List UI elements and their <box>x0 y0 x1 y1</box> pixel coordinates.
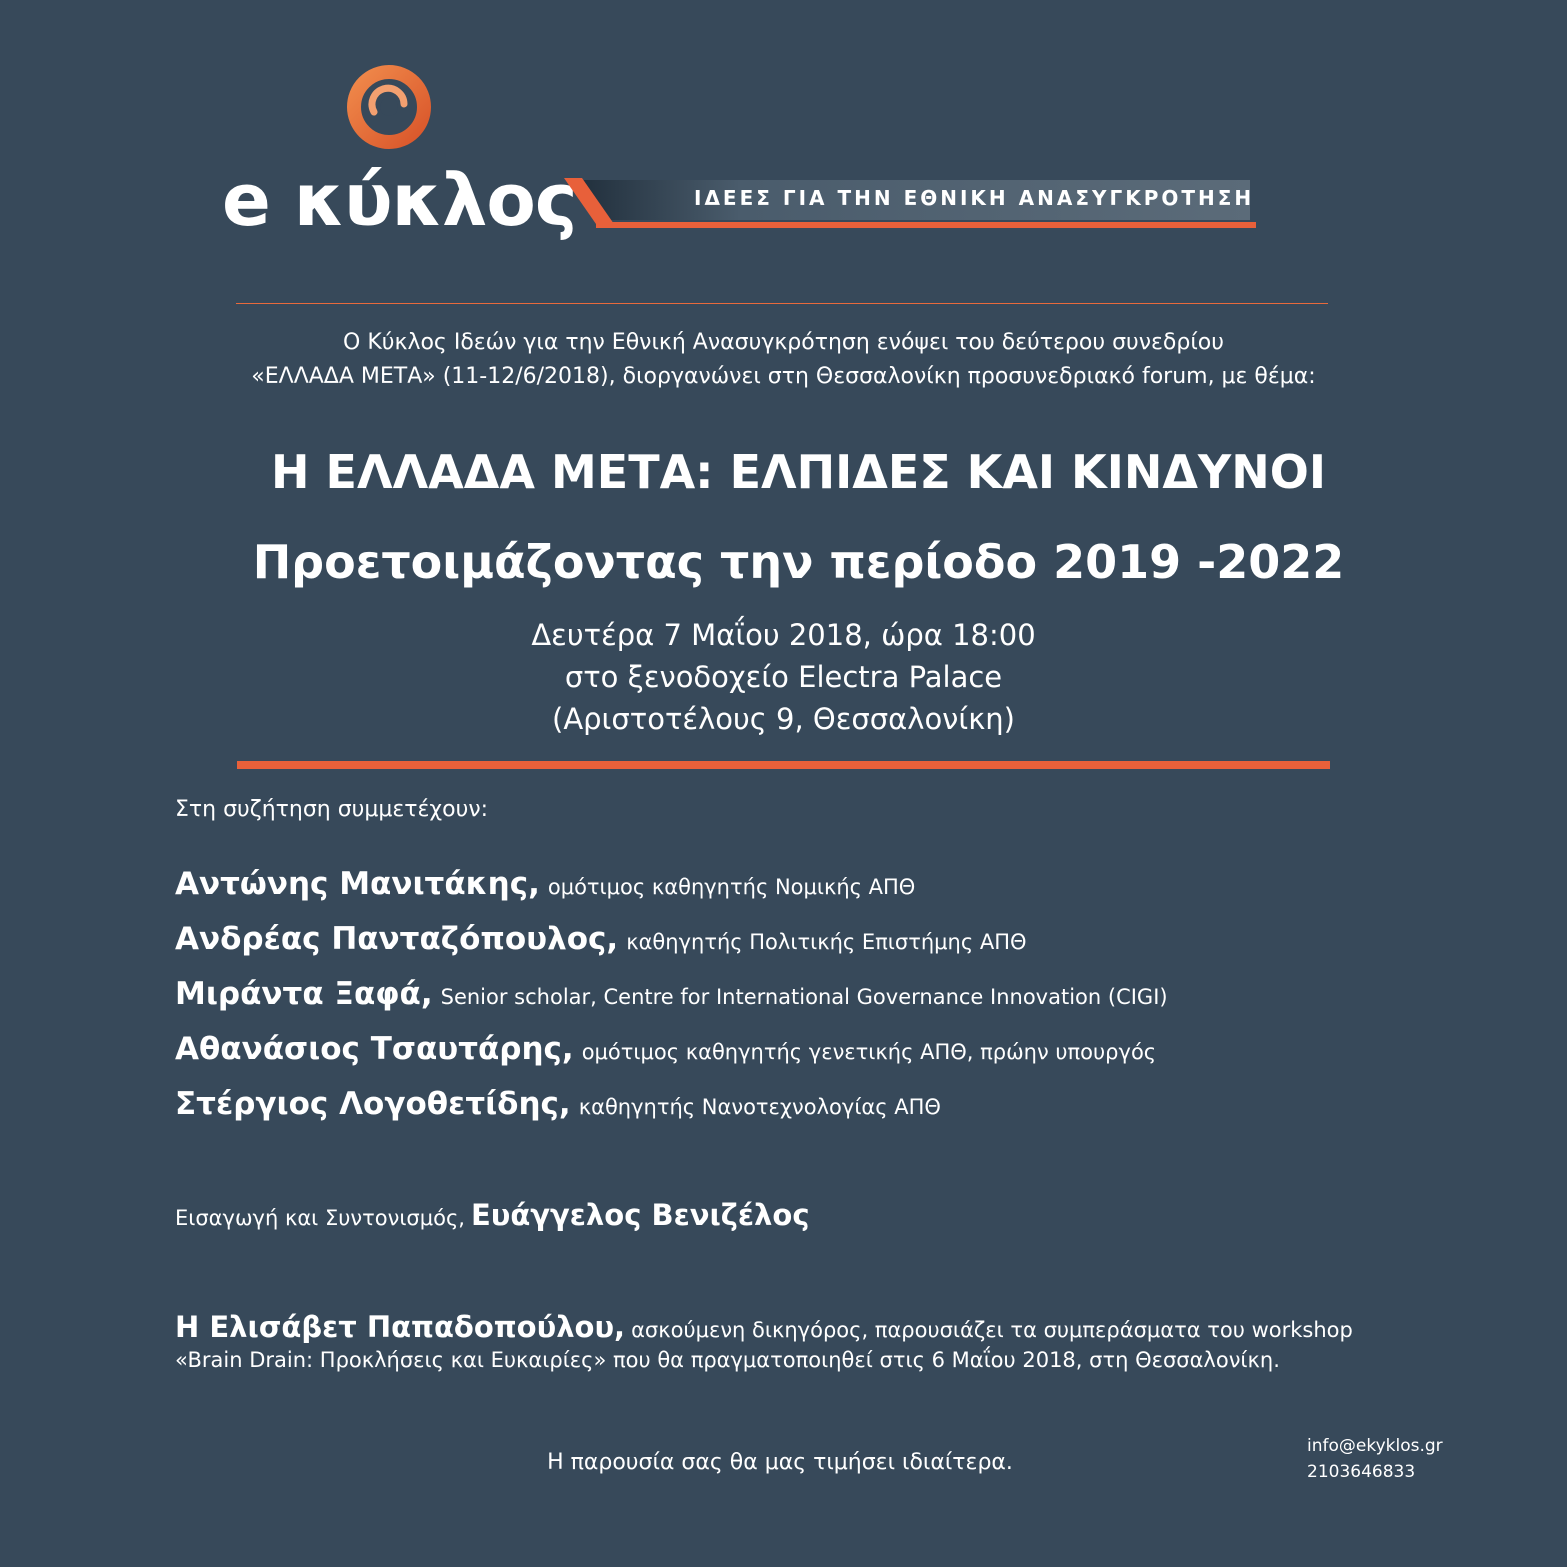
speaker-item <box>175 976 1168 1012</box>
closing-note: Η παρουσία σας θα μας τιμήσει ιδιαίτερα. <box>547 1450 1013 1475</box>
speaker-role: Senior scholar, Centre for International Governance Innovation (CIGI) <box>440 985 1168 1009</box>
moderator-name: Ευάγγελος Βενιζέλος <box>470 1198 810 1232</box>
contact-email[interactable]: info@ekyklos.gr <box>1307 1436 1443 1456</box>
presenter-line <box>175 1310 1353 1344</box>
intro-line-1: Ο Κύκλος Ιδεών για την Εθνική Ανασυγκρότηση ενόψει του δεύτερου συνεδρίου <box>343 330 1224 355</box>
presenter-role: ασκούμενη δικηγόρος, παρουσιάζει τα συμπεράσματα του workshop <box>631 1318 1353 1342</box>
speaker-name: Αθανάσιος Τσαυτάρης, <box>175 1031 574 1067</box>
speaker-role: ομότιμος καθηγητής Νομικής ΑΠΘ <box>547 875 916 899</box>
top-divider <box>236 303 1328 304</box>
logo-tagline: ΙΔΕΕΣ ΓΙΑ ΤΗΝ ΕΘΝΙΚΗ ΑΝΑΣΥΓΚΡΟΤΗΣΗ <box>694 186 1255 210</box>
event-address: (Αριστοτέλους 9, Θεσσαλονίκη) <box>552 702 1015 736</box>
contact-phone[interactable]: 2103646833 <box>1307 1462 1416 1482</box>
speaker-item <box>175 1086 941 1122</box>
event-title: Η ΕΛΛΑΔΑ ΜΕΤΑ: ΕΛΠΙΔΕΣ ΚΑΙ ΚΙΝΔΥΝΟΙ <box>271 445 1326 499</box>
logo-ring-icon <box>344 62 434 152</box>
event-date-time: Δευτέρα 7 Μαΐου 2018, ώρα 18:00 <box>531 618 1036 652</box>
speaker-name: Μιράντα Ξαφά, <box>175 976 433 1012</box>
presenter-name: Η Ελισάβετ Παπαδοπούλου, <box>175 1310 626 1344</box>
logo-wordmark: e κύκλος <box>222 158 577 242</box>
speaker-name: Αντώνης Μανιτάκης, <box>175 866 540 902</box>
speaker-role: ομότιμος καθηγητής γενετικής ΑΠΘ, πρώην υπουργός <box>581 1040 1157 1064</box>
speaker-name: Στέργιος Λογοθετίδης, <box>175 1086 571 1122</box>
intro-line-2: «ΕΛΛΑΔΑ ΜΕΤΑ» (11-12/6/2018), διοργανώνει στη Θεσσαλονίκη προσυνεδριακό forum, με θέμα: <box>251 364 1316 389</box>
speaker-item <box>175 866 915 902</box>
speaker-role: καθηγητής Πολιτικής Επιστήμης ΑΠΘ <box>626 930 1027 954</box>
event-subtitle: Προετοιμάζοντας την περίοδο 2019 -2022 <box>252 535 1345 589</box>
speaker-item <box>175 1031 1156 1067</box>
participants-label: Στη συζήτηση συμμετέχουν: <box>175 797 489 822</box>
speaker-item <box>175 921 1027 957</box>
moderator-line <box>175 1198 810 1232</box>
moderator-label: Εισαγωγή και Συντονισμός, <box>175 1206 465 1230</box>
speaker-name: Ανδρέας Πανταζόπουλος, <box>175 921 619 957</box>
speaker-role: καθηγητής Νανοτεχνολογίας ΑΠΘ <box>578 1095 941 1119</box>
main-divider <box>237 761 1330 769</box>
event-venue: στο ξενοδοχείο Electra Palace <box>564 660 1003 694</box>
presenter-workshop: «Brain Drain: Προκλήσεις και Ευκαιρίες» που θα πραγματοποιηθεί στις 6 Μαΐου 2018, στη Θεσσαλονίκη. <box>175 1348 1280 1372</box>
